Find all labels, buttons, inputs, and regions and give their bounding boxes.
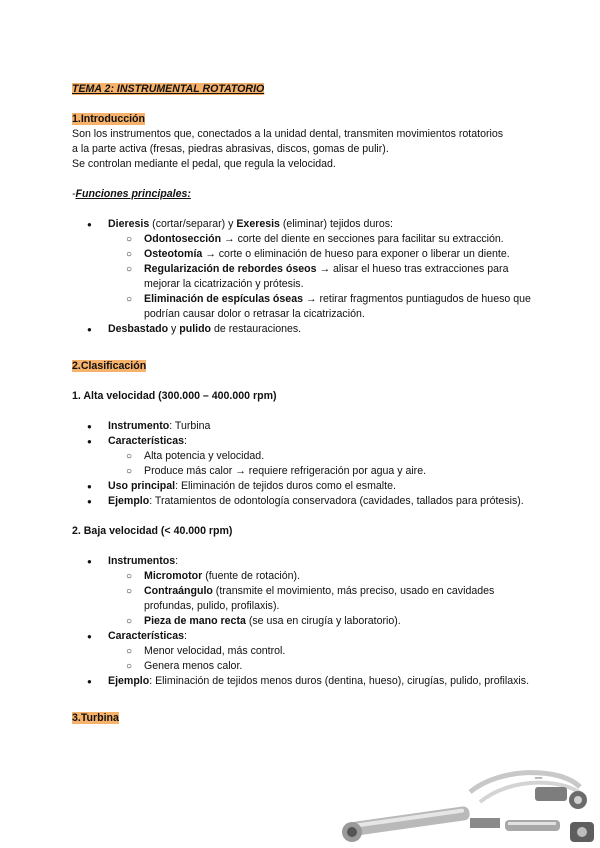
list-item: ○ Alta potencia y velocidad. [72,449,532,464]
list-item: ● Uso principal: Eliminación de tejidos duros como el esmalte. [72,479,532,494]
list-item: ● Dieresis (cortar/separar) y Exeresis (eliminar) tejidos duros: [72,217,532,232]
list-item: ○ Pieza de mano recta (se usa en cirugía y laboratorio). [72,614,532,629]
section-heading-intro: 1.Introducción [72,113,145,125]
subheading-alta-velocidad: 1. Alta velocidad (300.000 – 400.000 rpm) [72,390,277,402]
functions-list [72,217,532,337]
list-item: ○ Micromotor (fuente de rotación). [72,569,532,584]
list-item: ○ Contraángulo (transmite el movimiento, más preciso, usado en cavidades profundas, pulido, profilaxis). [72,584,532,614]
list-item: ● Desbastado y pulido de restauraciones. [72,322,532,337]
alta-velocidad-list [72,419,532,509]
list-item: ● Ejemplo: Eliminación de tejidos menos duros (dentina, hueso), cirugías, pulido, profilaxis. [72,674,532,689]
list-item: ● Ejemplo: Tratamientos de odontología conservadora (cavidades, tallados para prótesis). [72,494,532,509]
intro-line-3: Se controlan mediante el pedal, que regula la velocidad. [72,158,336,170]
list-item: ○ Genera menos calor. [72,659,532,674]
intro-line-1: Son los instrumentos que, conectados a la unidad dental, transmiten movimientos rotatorios [72,128,504,140]
list-item: ● Características: [72,434,532,449]
list-item: ● Características: [72,629,532,644]
section-heading-clasificacion: 2.Clasificación [72,360,147,372]
list-item: ○ Osteotomía → corte o eliminación de hueso para exponer o liberar un diente. [72,247,532,262]
document-title: TEMA 2: INSTRUMENTAL ROTATORIO [72,83,265,95]
svg-text:━━: ━━ [535,775,543,782]
dental-handpieces-photo [330,762,600,848]
list-item: ○ Menor velocidad, más control. [72,644,532,659]
list-item: ○ Eliminación de espículas óseas → retirar fragmentos puntiagudos de hueso que podrían causar dolor o retrasar la cicatrización. [72,292,532,322]
subheading-baja-velocidad: 2. Baja velocidad (< 40.000 rpm) [72,525,233,537]
functions-heading: -Funciones principales: [72,188,191,200]
document-page [72,82,532,726]
baja-velocidad-list [72,554,532,689]
list-item: ● Instrumentos: [72,554,532,569]
list-item: ○ Produce más calor → requiere refrigeración por agua y aire. [72,464,532,479]
list-item: ○ Regularización de rebordes óseos → alisar el hueso tras extracciones para mejorar la cicatrización y prótesis. [72,262,532,292]
intro-line-2: a la parte activa (fresas, piedras abrasivas, discos, gomas de pulir). [72,143,389,155]
list-item: ○ Odontosección → corte del diente en secciones para facilitar su extracción. [72,232,532,247]
section-heading-turbina: 3.Turbina [72,712,119,724]
list-item: ● Instrumento: Turbina [72,419,532,434]
